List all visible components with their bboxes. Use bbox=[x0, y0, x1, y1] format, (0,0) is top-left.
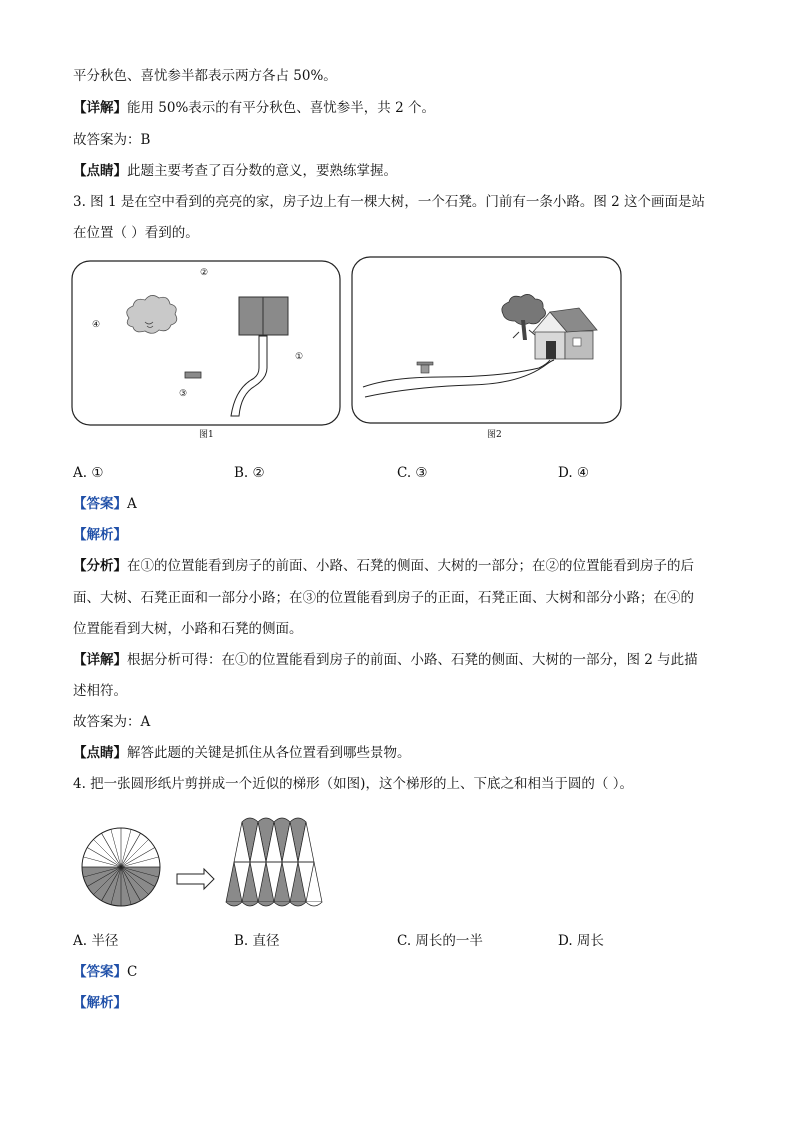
q3-fenxi-line1 bbox=[73, 557, 694, 575]
fenxi-text: 在①的位置能看到房子的前面、小路、石凳的侧面、大树的一部分；在②的位置能看到房子的后 bbox=[127, 558, 694, 574]
q3-dianjing-line bbox=[73, 744, 411, 762]
marker-2: ② bbox=[200, 268, 209, 278]
q4-option-c[interactable]: C. 周长的一半 bbox=[397, 933, 483, 949]
detail-line bbox=[73, 99, 435, 117]
dianjing-text: 解答此题的关键是抓住从各位置看到哪些景物。 bbox=[127, 745, 411, 761]
stone-bench-icon bbox=[185, 372, 201, 378]
q4-analysis-heading bbox=[73, 994, 127, 1012]
trapezoid-sectors-icon bbox=[226, 818, 322, 906]
q3-conclusion: 故答案为：A bbox=[73, 714, 151, 730]
comment-text: 此题主要考查了百分数的意义，要熟练掌握。 bbox=[127, 163, 397, 179]
answer-value: C bbox=[127, 964, 138, 980]
q3-analysis-heading bbox=[73, 526, 127, 544]
comment-tag: 【点睛】 bbox=[73, 163, 127, 179]
q3-fenxi-line3: 位置能看到大树，小路和石凳的侧面。 bbox=[73, 621, 303, 637]
detail-tag: 【详解】 bbox=[73, 100, 127, 116]
figure-2-drawing bbox=[351, 256, 624, 426]
detail-text: 能用 50%表示的有平分秋色、喜忧参半，共 2 个。 bbox=[127, 100, 435, 116]
q3-stem-line1: 3. 图 1 是在空中看到的亮亮的家，房子边上有一棵大树，一个石凳。门前有一条小路。图 2 这个画面是站 bbox=[73, 194, 706, 210]
q3-xiangjie-line1 bbox=[73, 651, 698, 669]
analysis-tag: 【解析】 bbox=[73, 995, 127, 1011]
q3-option-c[interactable]: C. ③ bbox=[397, 465, 428, 481]
q3-option-d[interactable]: D. ④ bbox=[558, 465, 590, 481]
q4-answer-line bbox=[73, 963, 137, 981]
q3-option-b[interactable]: B. ② bbox=[234, 465, 265, 481]
q4-stem: 4. 把一张圆形纸片剪拼成一个近似的梯形（如图)，这个梯形的上、下底之和相当于圆的（ ）。 bbox=[73, 776, 633, 792]
q4-option-b[interactable]: B. 直径 bbox=[234, 933, 280, 949]
analysis-tag: 【解析】 bbox=[73, 527, 127, 543]
circle-sectors-icon bbox=[82, 828, 160, 906]
fenxi-tag: 【分析】 bbox=[73, 558, 127, 574]
marker-4: ④ bbox=[92, 320, 101, 330]
answer-tag: 【答案】 bbox=[73, 496, 127, 512]
figure-2-caption: 图2 bbox=[487, 430, 502, 440]
circle-to-trapezoid-diagram bbox=[78, 810, 328, 920]
q3-xiangjie-line2: 述相符。 bbox=[73, 683, 127, 699]
answer-tag: 【答案】 bbox=[73, 964, 127, 980]
comment-line bbox=[73, 162, 397, 180]
text-line: 平分秋色、喜忧参半都表示两方各占 50%。 bbox=[73, 68, 337, 84]
q3-stem-line2: 在位置（ ）看到的。 bbox=[73, 225, 199, 241]
figure-1-aerial-view bbox=[71, 260, 343, 426]
q3-fenxi-line2: 面、大树、石凳正面和一部分小路；在③的位置能看到房子的正面，石凳正面、大树和部分小路；在④的 bbox=[73, 590, 694, 606]
q4-option-d[interactable]: D. 周长 bbox=[558, 933, 604, 949]
figure-1-caption: 图1 bbox=[199, 430, 214, 440]
figure-1-drawing bbox=[71, 260, 343, 426]
q3-option-a[interactable]: A. ① bbox=[73, 465, 104, 481]
xiangjie-text: 根据分析可得：在①的位置能看到房子的前面、小路、石凳的侧面、大树的一部分，图 2 与此描 bbox=[127, 652, 698, 668]
q4-figure bbox=[78, 810, 328, 920]
house-roof-icon bbox=[239, 297, 288, 335]
q4-option-a[interactable]: A. 半径 bbox=[73, 933, 119, 949]
q3-answer-line bbox=[73, 495, 137, 513]
conclusion-line: 故答案为：B bbox=[73, 132, 151, 148]
arrow-right-icon bbox=[177, 869, 214, 889]
xiangjie-tag: 【详解】 bbox=[73, 652, 127, 668]
marker-1: ① bbox=[295, 352, 304, 362]
marker-3: ③ bbox=[179, 389, 188, 399]
answer-value: A bbox=[127, 496, 137, 512]
dianjing-tag: 【点睛】 bbox=[73, 745, 127, 761]
figure-2-view bbox=[351, 256, 624, 426]
